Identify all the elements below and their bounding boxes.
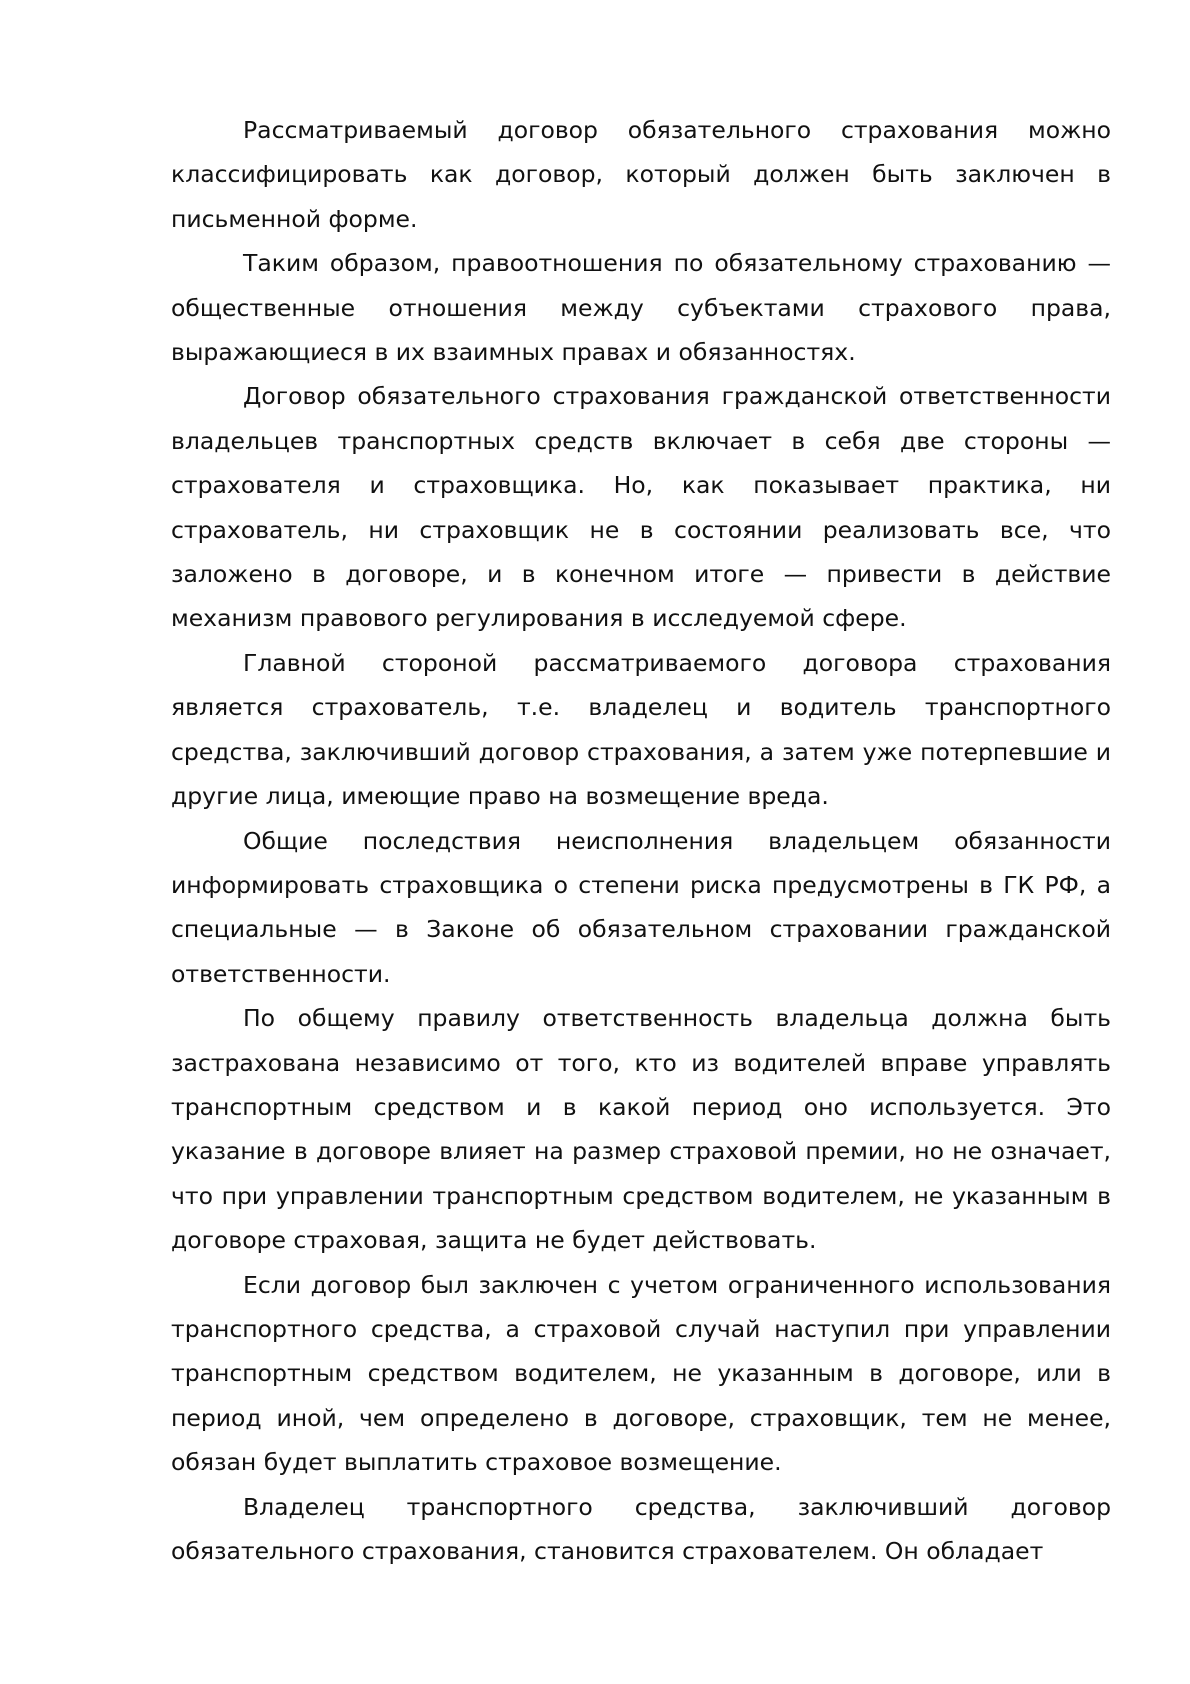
document-page: [171, 108, 1111, 1573]
paragraph: Главной стороной рассматриваемого договора страхования является страхователь, т.е. владелец и водитель транспортного средства, заключивший договор страхования, а затем уже потерпевшие и другие лица, имеющие право на возмещение вреда.: [171, 648, 1111, 811]
paragraph: Владелец транспортного средства, заключивший договор обязательного страхования, становится страхователем. Он обладает: [171, 1492, 1111, 1565]
paragraph: Если договор был заключен с учетом ограниченного использования транспортного средства, а страховой случай наступил при управлении транспортным средством водителем, не указанным в договоре, или в период иной, чем определено в договоре, страховщик, тем не менее, обязан будет выплатить страховое возмещение.: [171, 1270, 1111, 1477]
paragraph: Общие последствия неисполнения владельцем обязанности информировать страховщика о степени риска предусмотрены в ГК РФ, а специальные — в Законе об обязательном страховании гражданской ответственности.: [171, 826, 1111, 988]
paragraph: Рассматриваемый договор обязательного страхования можно классифицировать как договор, который должен быть заключен в письменной форме.: [171, 116, 1111, 233]
paragraph: По общему правилу ответственность владельца должна быть застрахована независимо от того, кто из водителей вправе управлять транспортным средством и в какой период оно используется. Это указание в договоре влияет на размер страховой премии, но не означает, что при управлении транспортным средством водителем, не указанным в договоре страховая, защита не будет действовать.: [171, 1004, 1111, 1255]
paragraph: Договор обязательного страхования гражданской ответственности владельцев транспортных средств включает в себя две стороны — страхователя и страховщика. Но, как показывает практика, ни страхователь, ни страховщик не в состоянии реализовать все, что заложено в договоре, и в конечном итоге — привести в действие механизм правового регулирования в исследуемой сфере.: [171, 382, 1111, 633]
paragraph: Таким образом, правоотношения по обязательному страхованию — общественные отношения между субъектами страхового права, выражающиеся в их взаимных правах и обязанностях.: [171, 249, 1111, 367]
